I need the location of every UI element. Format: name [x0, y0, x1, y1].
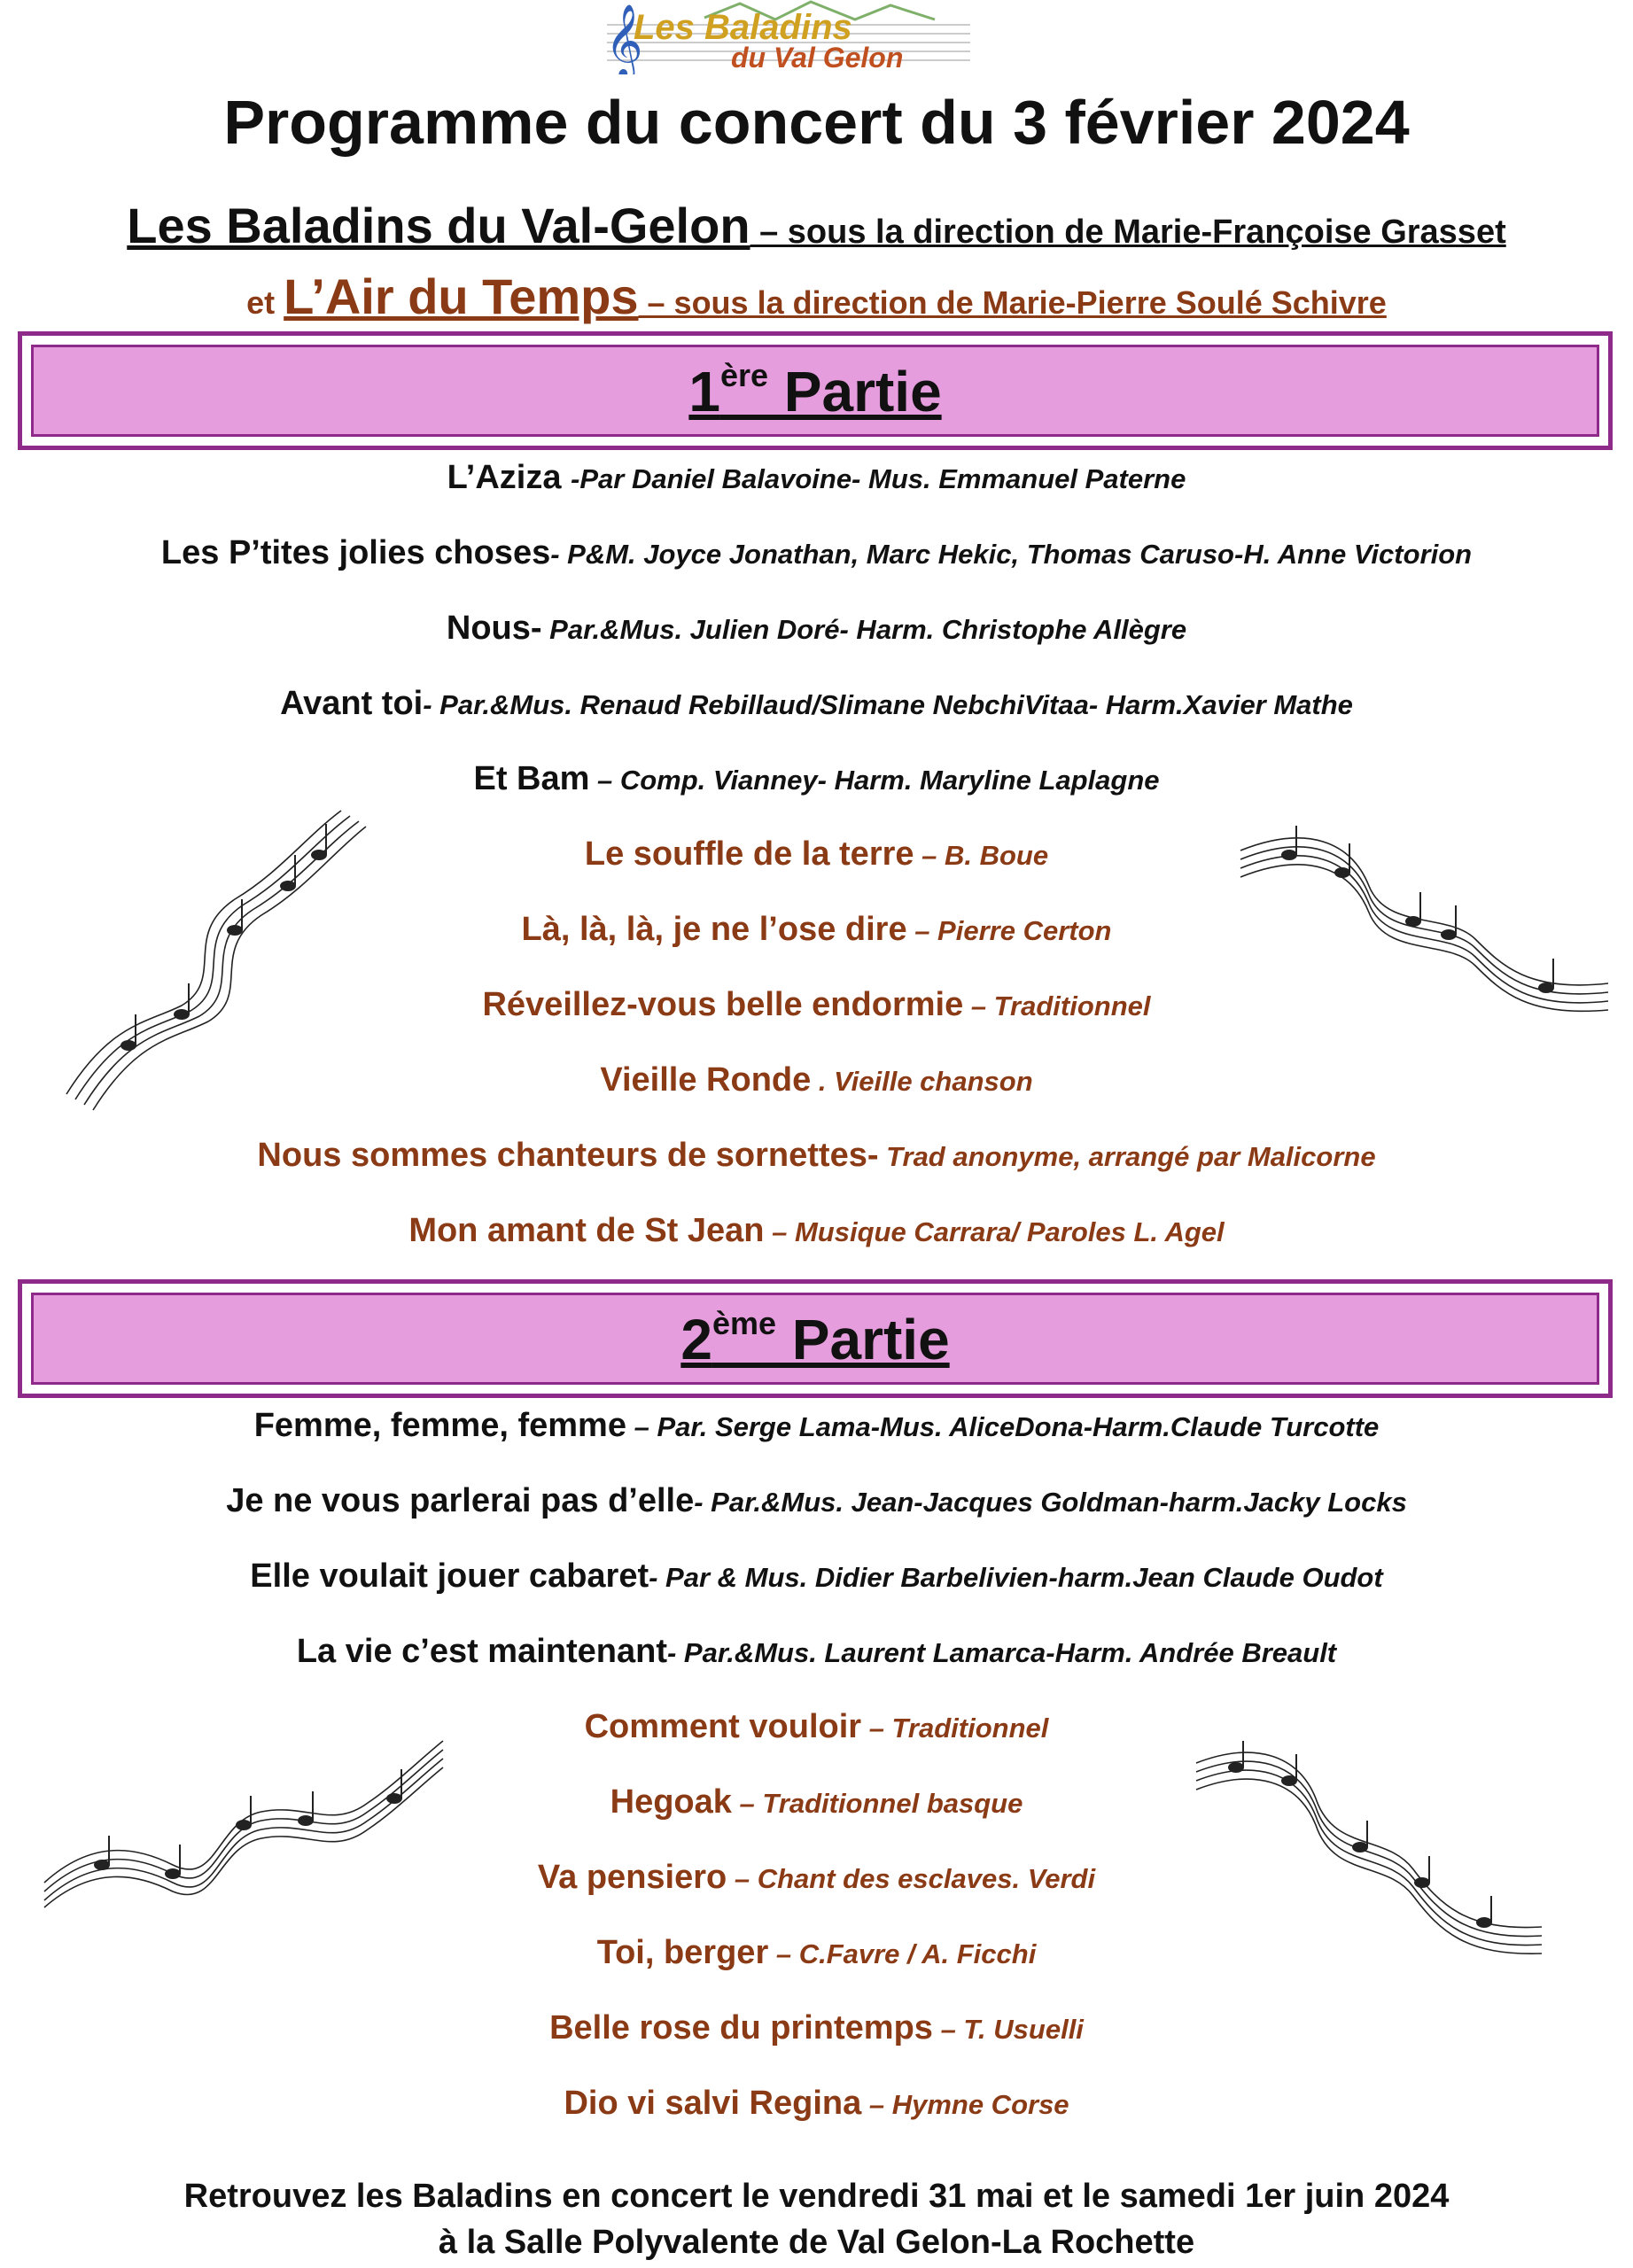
song-title: L’Aziza: [447, 459, 572, 496]
song-credit: – B. Boue: [914, 840, 1049, 871]
song-title: Elle voulait jouer cabaret: [250, 1557, 649, 1595]
choir-name-1: Les Baladins du Val-Gelon: [127, 198, 750, 253]
song-credit: – Hymne Corse: [861, 2089, 1069, 2120]
song-title: Femme, femme, femme: [253, 1407, 626, 1444]
part-2-banner: [31, 1293, 1599, 1385]
logo-line1: Les Baladins: [634, 8, 852, 47]
song-credit: - Par.&Mus. Laurent Lamarca-Harm. Andrée Breault: [667, 1637, 1337, 1668]
music-staff-icon: [1236, 815, 1617, 1019]
song-title: Avant toi: [280, 685, 424, 722]
song-title: Belle rose du printemps: [549, 2009, 933, 2047]
song-row: [0, 1557, 1633, 1596]
song-credit: – Par. Serge Lama-Mus. AliceDona-Harm.Claude Turcotte: [626, 1411, 1380, 1442]
song-title: La vie c’est maintenant: [296, 1633, 667, 1670]
part-1-label: Partie: [768, 360, 942, 423]
song-title: Nous sommes chanteurs de sornettes-: [257, 1137, 879, 1174]
song-title: Dio vi salvi Regina: [564, 2085, 862, 2122]
song-credit: – Pierre Certon: [906, 915, 1112, 946]
page-title: Programme du concert du 3 février 2024: [223, 88, 1410, 157]
song-credit: – T. Usuelli: [932, 2014, 1084, 2045]
part-1-ordinal: ère: [719, 357, 768, 393]
song-credit: – Musique Carrara/ Paroles L. Agel: [764, 1216, 1225, 1247]
logo-graphic: [598, 0, 979, 74]
song-row: [0, 1137, 1633, 1175]
song-row: [0, 1633, 1633, 1671]
part-2-label: Partie: [776, 1308, 950, 1371]
song-title: Toi, berger: [596, 1934, 769, 1971]
song-row: [0, 760, 1633, 798]
song-row: [0, 685, 1633, 723]
part-2-header: [18, 1279, 1613, 1398]
song-credit: -Par Daniel Balavoine- Mus. Emmanuel Paterne: [571, 463, 1186, 494]
part-1-header: [18, 331, 1613, 450]
part-2-title: [680, 1305, 949, 1372]
footer-line-2: à la Salle Polyvalente de Val Gelon-La Rochette: [438, 2224, 1195, 2261]
song-credit: – C.Favre / A. Ficchi: [768, 1938, 1037, 1969]
song-credit: – Chant des esclaves. Verdi: [727, 1863, 1096, 1894]
footer-line-1: Retrouvez les Baladins en concert le vendredi 31 mai et le samedi 1er juin 2024: [183, 2178, 1450, 2215]
song-credit: – Traditionnel: [963, 990, 1151, 1021]
logo-line2: du Val Gelon: [731, 42, 904, 74]
part-1-banner: [31, 345, 1599, 437]
song-title: Là, là, là, je ne l’ose dire: [521, 911, 907, 948]
song-title: Nous-: [446, 610, 542, 647]
part-1-number: 1: [688, 360, 720, 423]
song-row: [0, 2085, 1633, 2123]
song-title: Va pensiero: [537, 1859, 727, 1896]
treble-clef-icon: 𝄞: [605, 3, 643, 74]
song-credit: – Traditionnel basque: [731, 1788, 1023, 1819]
song-credit: Trad anonyme, arrangé par Malicorne: [878, 1141, 1376, 1172]
song-credit: Par.&Mus. Julien Doré- Harm. Christophe Allègre: [541, 614, 1187, 645]
music-staff-icon: [49, 802, 368, 1112]
choir-prefix-2: et: [246, 284, 284, 321]
song-title: Comment vouloir: [584, 1708, 862, 1745]
part-1-title: [688, 357, 941, 424]
song-title: Réveillez-vous belle endormie: [482, 986, 964, 1023]
song-credit: – Traditionnel: [861, 1713, 1049, 1744]
song-row: [0, 2009, 1633, 2047]
song-row: [0, 1212, 1633, 1250]
part-2-number: 2: [680, 1308, 712, 1371]
song-title: Je ne vous parlerai pas d’elle: [226, 1482, 695, 1519]
song-title: Mon amant de St Jean: [408, 1212, 765, 1249]
song-row: [0, 534, 1633, 572]
song-title: Les P’tites jolies choses: [160, 534, 551, 571]
song-credit: – Comp. Vianney- Harm. Maryline Laplagne: [589, 765, 1160, 796]
music-staff-icon: [1192, 1736, 1546, 1958]
choir-name-2: L’Air du Temps: [284, 268, 639, 324]
song-credit: - Par & Mus. Didier Barbelivien-harm.Jean Claude Oudot: [649, 1562, 1383, 1593]
song-row: [0, 459, 1633, 497]
choir-direction-2: – sous la direction de Marie-Pierre Soulé Schivre: [638, 284, 1387, 321]
song-row: [0, 1482, 1633, 1520]
choir-line-2: [0, 268, 1633, 325]
song-title: Hegoak: [610, 1783, 732, 1821]
song-title: Vieille Ronde: [600, 1061, 812, 1099]
song-title: Le souffle de la terre: [584, 835, 914, 873]
song-credit: - Par.&Mus. Renaud Rebillaud/Slimane NebchiVitaa- Harm.Xavier Mathe: [423, 689, 1353, 720]
choir-direction-1: – sous la direction de Marie-Françoise Grasset: [750, 214, 1506, 251]
choir-line-1: [0, 197, 1633, 254]
song-row: [0, 610, 1633, 648]
music-staff-icon: [40, 1732, 447, 1909]
logo: [598, 0, 979, 74]
song-title: Et Bam: [473, 760, 590, 797]
song-credit: - P&M. Joyce Jonathan, Marc Hekic, Thomas Caruso-H. Anne Victorion: [550, 539, 1473, 570]
part-2-ordinal: ème: [712, 1305, 776, 1341]
song-credit: . Vieille chanson: [811, 1066, 1033, 1097]
song-credit: - Par.&Mus. Jean-Jacques Goldman-harm.Jacky Locks: [694, 1487, 1407, 1518]
song-row: [0, 1407, 1633, 1445]
